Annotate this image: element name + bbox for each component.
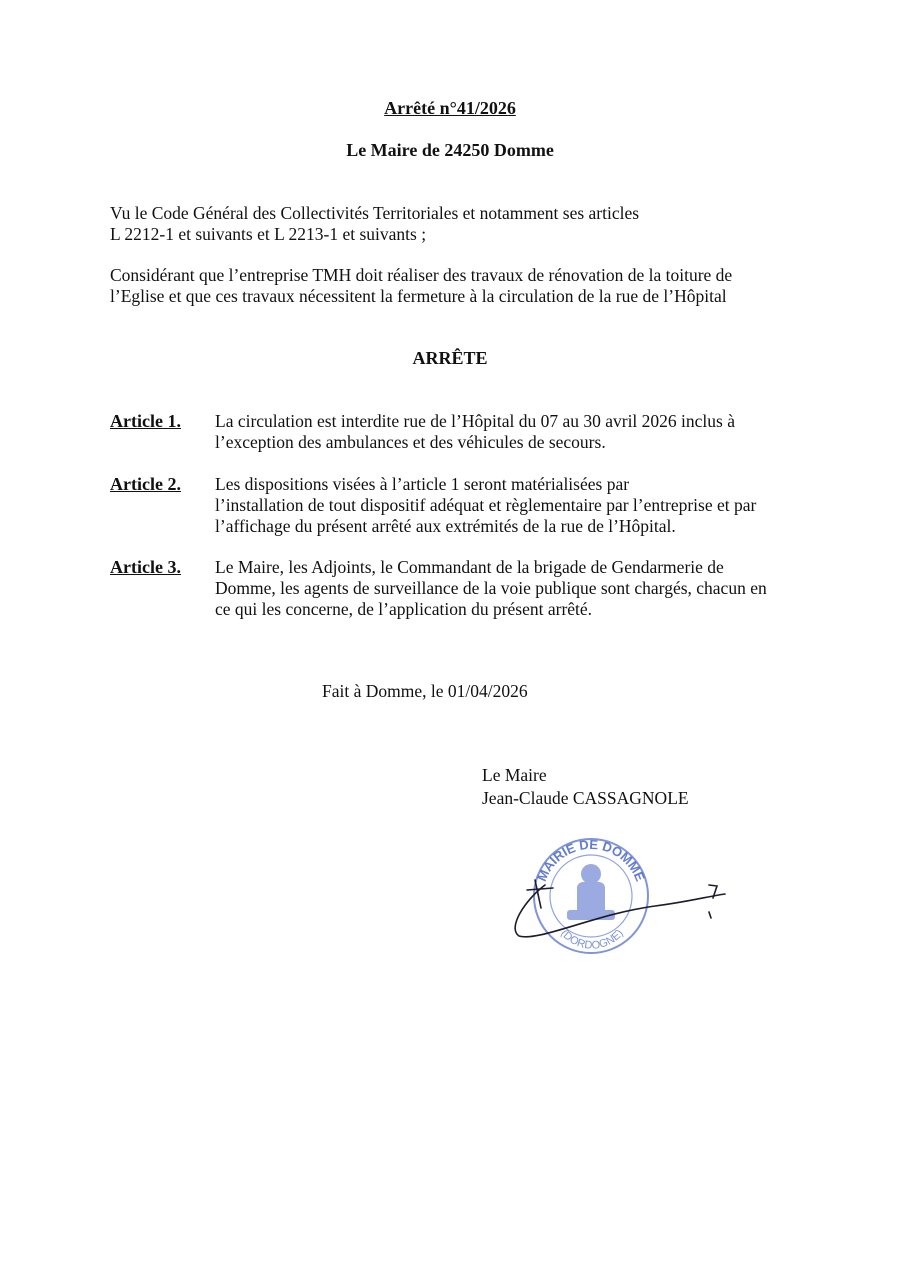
article-2-label: Article 2. bbox=[110, 474, 181, 494]
document-title: Arrêté n°41/2026 bbox=[384, 98, 516, 118]
preamble-vu bbox=[110, 203, 810, 245]
article-line: Le Maire, les Adjoints, le Commandant de la brigade de Gendarmerie de bbox=[215, 557, 724, 577]
article-line: ce qui les concerne, de l’application du présent arrêté. bbox=[215, 599, 593, 619]
preamble-vu-line: L 2212-1 et suivants et L 2213-1 et suivants ; bbox=[110, 224, 427, 244]
document-subtitle: Le Maire de 24250 Domme bbox=[346, 140, 554, 160]
preamble-considerant bbox=[110, 265, 810, 307]
stamp-bottom-text: (DORDOGNE) bbox=[558, 927, 626, 952]
official-stamp-and-signature bbox=[505, 830, 735, 955]
place-date: Fait à Domme, le 01/04/2026 bbox=[322, 681, 528, 701]
article-line: l’exception des ambulances et des véhicules de secours. bbox=[215, 432, 606, 452]
arrete-heading: ARRÊTE bbox=[412, 348, 488, 368]
article-2-body bbox=[215, 474, 805, 537]
preamble-considerant-line: Considérant que l’entreprise TMH doit réaliser des travaux de rénovation de la toiture de bbox=[110, 265, 733, 285]
article-line: La circulation est interdite rue de l’Hôpital du 07 au 30 avril 2026 inclus à bbox=[215, 411, 735, 431]
signature-icon bbox=[515, 880, 725, 937]
signatory-name: Jean-Claude CASSAGNOLE bbox=[482, 788, 689, 808]
stamp-top-text: MAIRIE DE DOMME bbox=[534, 836, 648, 884]
article-3-body bbox=[215, 557, 805, 620]
article-1-body bbox=[215, 411, 805, 453]
signature-block bbox=[482, 764, 689, 810]
preamble-vu-line: Vu le Code Général des Collectivités Territoriales et notamment ses articles bbox=[110, 203, 640, 223]
article-1-label: Article 1. bbox=[110, 411, 181, 431]
mairie-seal-icon bbox=[534, 837, 648, 953]
signatory-title: Le Maire bbox=[482, 765, 547, 785]
preamble-considerant-line: l’Eglise et que ces travaux nécessitent la fermeture à la circulation de la rue de l’Hôpital bbox=[110, 286, 727, 306]
article-line: Les dispositions visées à l’article 1 seront matérialisées par bbox=[215, 474, 630, 494]
article-3-label: Article 3. bbox=[110, 557, 181, 577]
article-line: l’affichage du présent arrêté aux extrémités de la rue de l’Hôpital. bbox=[215, 516, 676, 536]
article-line: l’installation de tout dispositif adéquat et règlementaire par l’entreprise et par bbox=[215, 495, 757, 515]
article-line: Domme, les agents de surveillance de la voie publique sont chargés, chacun en bbox=[215, 578, 767, 598]
